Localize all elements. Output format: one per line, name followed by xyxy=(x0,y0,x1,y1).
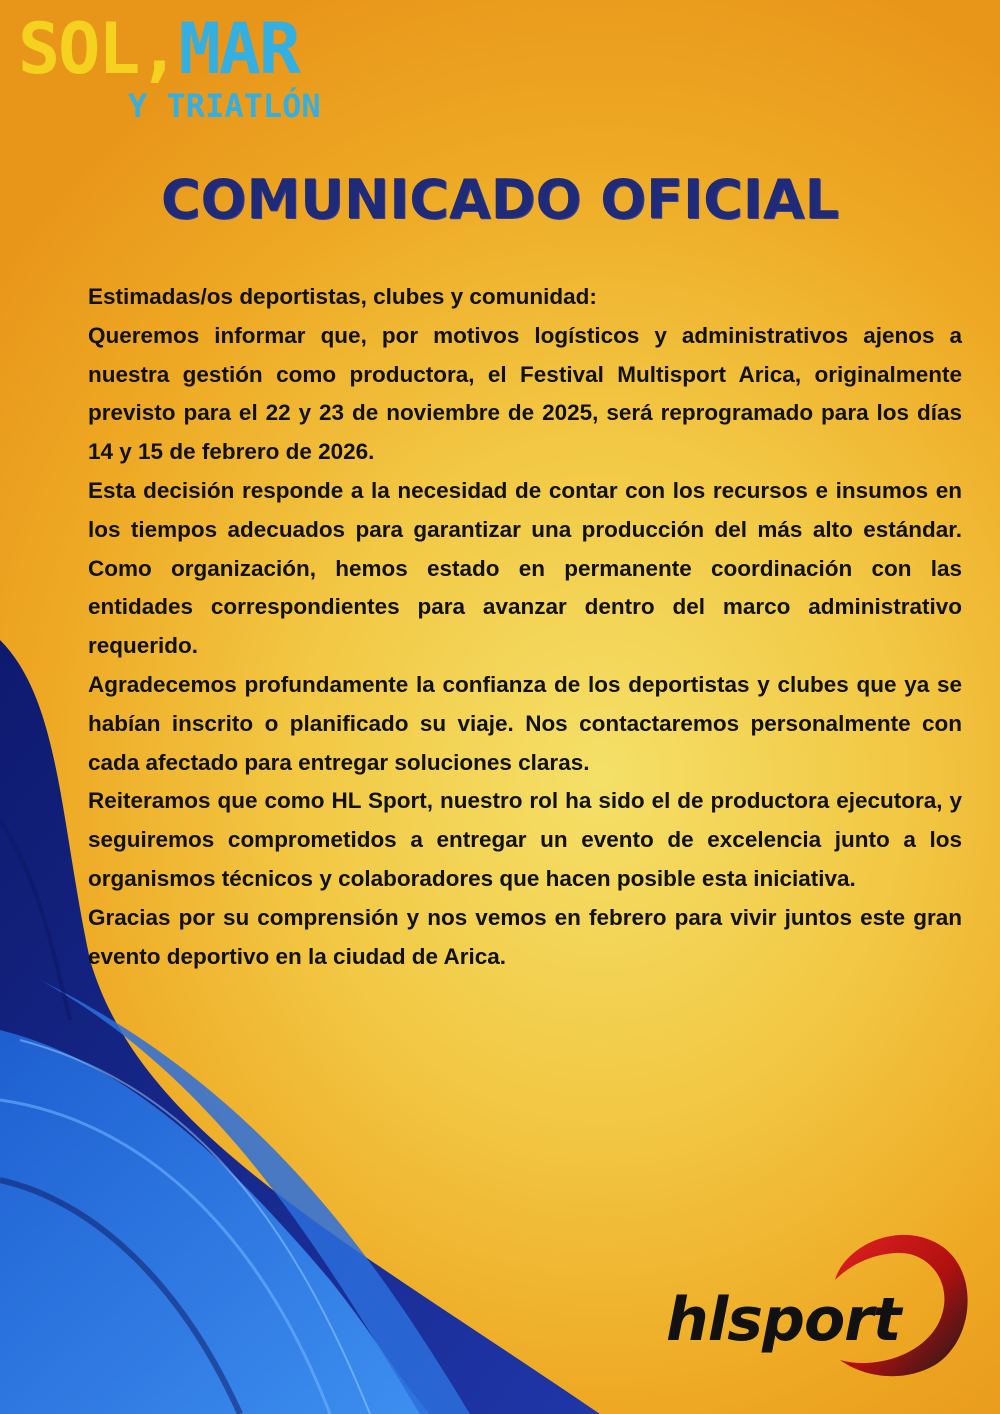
logo-subtitle: Y TRIATLÓN xyxy=(128,87,321,125)
logo-sol-text: SOL, xyxy=(18,8,179,90)
paragraph-reschedule: Queremos informar que, por motivos logísticos y administrativos ajenos a nuestra gestión como productora, el Festival Multisport Arica, originalmente previsto para el 22 y 23 de noviembre de 2025, será reprogramado para los días 14 y 15 de febrero de 2026. xyxy=(88,322,962,465)
paragraph-closing: Gracias por su comprensión y nos vemos en febrero para vivir juntos este gran evento deportivo en la ciudad de Arica. xyxy=(88,904,962,969)
sol-mar-triatlon-logo xyxy=(18,8,321,125)
paragraph-role: Reiteramos que como HL Sport, nuestro rol ha sido el de productora ejecutora, y seguiremos comprometidos a entregar un evento de excelencia junto a los organismos técnicos y colaboradores que hacen posible esta iniciativa. xyxy=(88,788,962,891)
paragraph-reason: Esta decisión responde a la necesidad de contar con los recursos e insumos en los tiempos adecuados para garantizar una producción del más alto estándar. Como organización, hemos estado en permanente coordinación con las entidades correspondientes para avanzar dentro del marco administrativo requerido. xyxy=(88,477,962,659)
paragraph-thanks: Agradecemos profundamente la confianza de los deportistas y clubes que ya se habían inscrito o planificado su viaje. Nos contactaremos personalmente con cada afectado para entregar soluciones claras. xyxy=(88,671,962,775)
communique-body xyxy=(88,278,962,976)
paragraph-greeting: Estimadas/os deportistas, clubes y comunidad: xyxy=(88,284,597,309)
hlsport-brand-text: hlsport xyxy=(666,1285,901,1355)
logo-mar-text: MAR xyxy=(178,8,300,90)
page-title: COMUNICADO OFICIAL xyxy=(160,168,840,231)
hlsport-logo xyxy=(660,1225,980,1385)
